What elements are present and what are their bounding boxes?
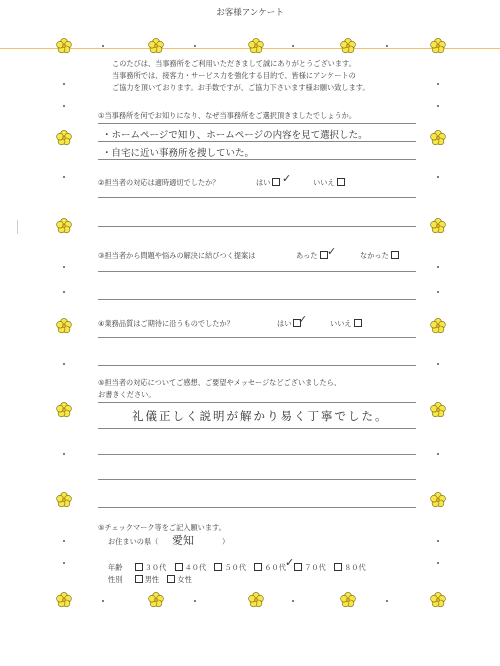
q2-rule-2	[98, 226, 416, 227]
flower-icon	[430, 318, 446, 334]
q3-yes-option[interactable]	[296, 251, 328, 260]
q1-question: ①当事務所を何でお知りになり、なぜ当事務所をご選択頂きましたでしょうか。	[98, 111, 357, 120]
q3-no-option[interactable]	[360, 251, 399, 260]
flower-icon	[248, 38, 264, 54]
border-dot	[63, 83, 65, 85]
q1-answer-line-1: ・ホームページで知り、ホームページの内容を見て選択した。	[102, 130, 368, 141]
checkbox-icon[interactable]	[135, 575, 143, 583]
checkbox-icon[interactable]	[334, 563, 342, 571]
flower-icon	[56, 318, 72, 334]
checkbox-icon[interactable]	[294, 563, 302, 571]
q1-answer-line-2: ・自宅に近い事務所を捜していた。	[102, 148, 255, 159]
flower-icon	[56, 38, 72, 54]
border-dot	[437, 83, 439, 85]
flower-icon	[56, 130, 72, 146]
q2-yes-label: はい	[256, 178, 271, 187]
border-dot	[63, 105, 65, 107]
checkmark-icon: ✓	[298, 313, 308, 326]
age-option-50[interactable]: ５０代	[212, 563, 248, 573]
q4-yes-label: はい	[277, 319, 292, 328]
q1-rule-2	[98, 141, 416, 142]
q5-answer: 礼儀正しく説明が解かり易く丁寧でした。	[132, 409, 389, 423]
q5-question-line-1: ⑤担当者の対応についてご感想、ご要望やメッセージなどございましたら、	[98, 378, 342, 387]
residence-close: ）	[222, 537, 230, 546]
page-title: お客様アンケート	[216, 8, 284, 18]
flower-icon	[430, 38, 446, 54]
border-dot	[437, 562, 439, 564]
border-dot	[63, 540, 65, 542]
border-dot	[63, 291, 65, 293]
border-dot	[194, 600, 196, 602]
border-dot	[63, 176, 65, 178]
border-dot	[63, 453, 65, 455]
border-dot	[437, 363, 439, 365]
border-dot	[437, 105, 439, 107]
gender-option-female[interactable]: 女性	[165, 575, 193, 585]
border-dot	[437, 291, 439, 293]
q1-rule-1	[98, 123, 416, 124]
q5-rule-1	[98, 402, 416, 403]
q1-rule-3	[98, 159, 416, 160]
checkbox-icon[interactable]	[254, 563, 262, 571]
checkbox-icon[interactable]	[214, 563, 222, 571]
flower-icon	[430, 218, 446, 234]
border-dot	[437, 453, 439, 455]
checkbox-icon[interactable]	[391, 251, 399, 259]
q5-rule-2	[98, 428, 416, 429]
scan-edge-mark	[17, 220, 18, 234]
border-dot	[102, 600, 104, 602]
border-dot	[292, 600, 294, 602]
residence-label: お住まいの県（	[108, 537, 159, 546]
q5-rule-5	[98, 507, 416, 508]
q4-no-label: いいえ	[330, 319, 352, 328]
q3-yes-label: あった	[296, 251, 318, 260]
q4-question: ④業務品質はご期待に沿うものでしたか？	[98, 319, 234, 328]
q5-rule-4	[98, 479, 416, 480]
q5-rule-3	[98, 454, 416, 455]
q5-question-line-2: お書きください。	[98, 390, 156, 399]
flower-icon	[430, 130, 446, 146]
border-dot	[102, 45, 104, 47]
age-option-30[interactable]: ３０代	[133, 563, 169, 573]
flower-icon	[56, 592, 72, 608]
gender-option-male[interactable]: 男性	[133, 575, 161, 585]
age-option-60[interactable]: ６０代	[252, 563, 288, 573]
checkbox-icon[interactable]	[175, 563, 183, 571]
flower-icon	[56, 218, 72, 234]
age-option-40[interactable]: ４０代	[173, 563, 209, 573]
border-dot	[63, 562, 65, 564]
border-dot	[63, 363, 65, 365]
border-dot	[194, 45, 196, 47]
q6-heading: ⑤チェックマーク等をご記入願います。	[98, 523, 226, 532]
flower-icon	[248, 592, 264, 608]
q4-no-option[interactable]	[330, 319, 362, 328]
flower-icon	[340, 38, 356, 54]
q2-rule-1	[98, 197, 416, 198]
intro-line-1: このたびは、当事務所をご利用いただきまして誠にありがとうございます。	[112, 59, 356, 68]
q2-question: ②担当者の対応は適時適切でしたか？	[98, 178, 220, 187]
q4-rule-1	[98, 337, 416, 338]
flower-icon	[430, 492, 446, 508]
border-dot	[386, 45, 388, 47]
age-row	[108, 563, 370, 573]
flower-icon	[148, 38, 164, 54]
residence-value[interactable]: 愛知	[172, 534, 194, 547]
border-dot	[292, 45, 294, 47]
checkbox-icon[interactable]	[167, 575, 175, 583]
flower-icon	[430, 402, 446, 418]
flower-icon	[430, 592, 446, 608]
age-label: 年齢	[108, 563, 123, 572]
age-option-80[interactable]: ８０代	[332, 563, 368, 573]
flower-icon	[340, 592, 356, 608]
q3-no-label: なかった	[360, 251, 389, 260]
border-dot	[386, 600, 388, 602]
checkmark-icon: ✓	[282, 172, 292, 185]
flower-icon	[56, 402, 72, 418]
gender-label: 性別	[108, 575, 123, 584]
checkmark-icon: ✓	[327, 245, 337, 258]
q3-rule-2	[98, 299, 416, 300]
checkbox-icon[interactable]	[135, 563, 143, 571]
q3-question: ③担当者から問題や悩みの解決に結びつく提案は	[98, 251, 256, 260]
q4-rule-2	[98, 365, 416, 366]
gender-row	[108, 575, 196, 585]
border-dot	[437, 540, 439, 542]
checkbox-icon[interactable]	[337, 178, 345, 186]
q2-no-label: いいえ	[313, 178, 335, 187]
flower-icon	[148, 592, 164, 608]
checkbox-icon[interactable]	[272, 178, 280, 186]
q2-yes-option[interactable]	[256, 178, 280, 187]
intro-line-3: ご協力を頂いております。お手数ですが、ご協力下さいます様お願い致します。	[112, 83, 370, 92]
flower-icon	[56, 492, 72, 508]
q3-rule-1	[98, 271, 416, 272]
q2-no-option[interactable]	[313, 178, 345, 187]
checkmark-icon: ✓	[285, 556, 295, 569]
checkbox-icon[interactable]	[354, 319, 362, 327]
border-dot	[63, 266, 65, 268]
age-option-70[interactable]: ７０代	[292, 563, 328, 573]
border-dot	[437, 266, 439, 268]
intro-line-2: 当事務所では、接客力・サービス力を強化する目的で、皆様にアンケートの	[112, 71, 356, 80]
border-dot	[437, 176, 439, 178]
